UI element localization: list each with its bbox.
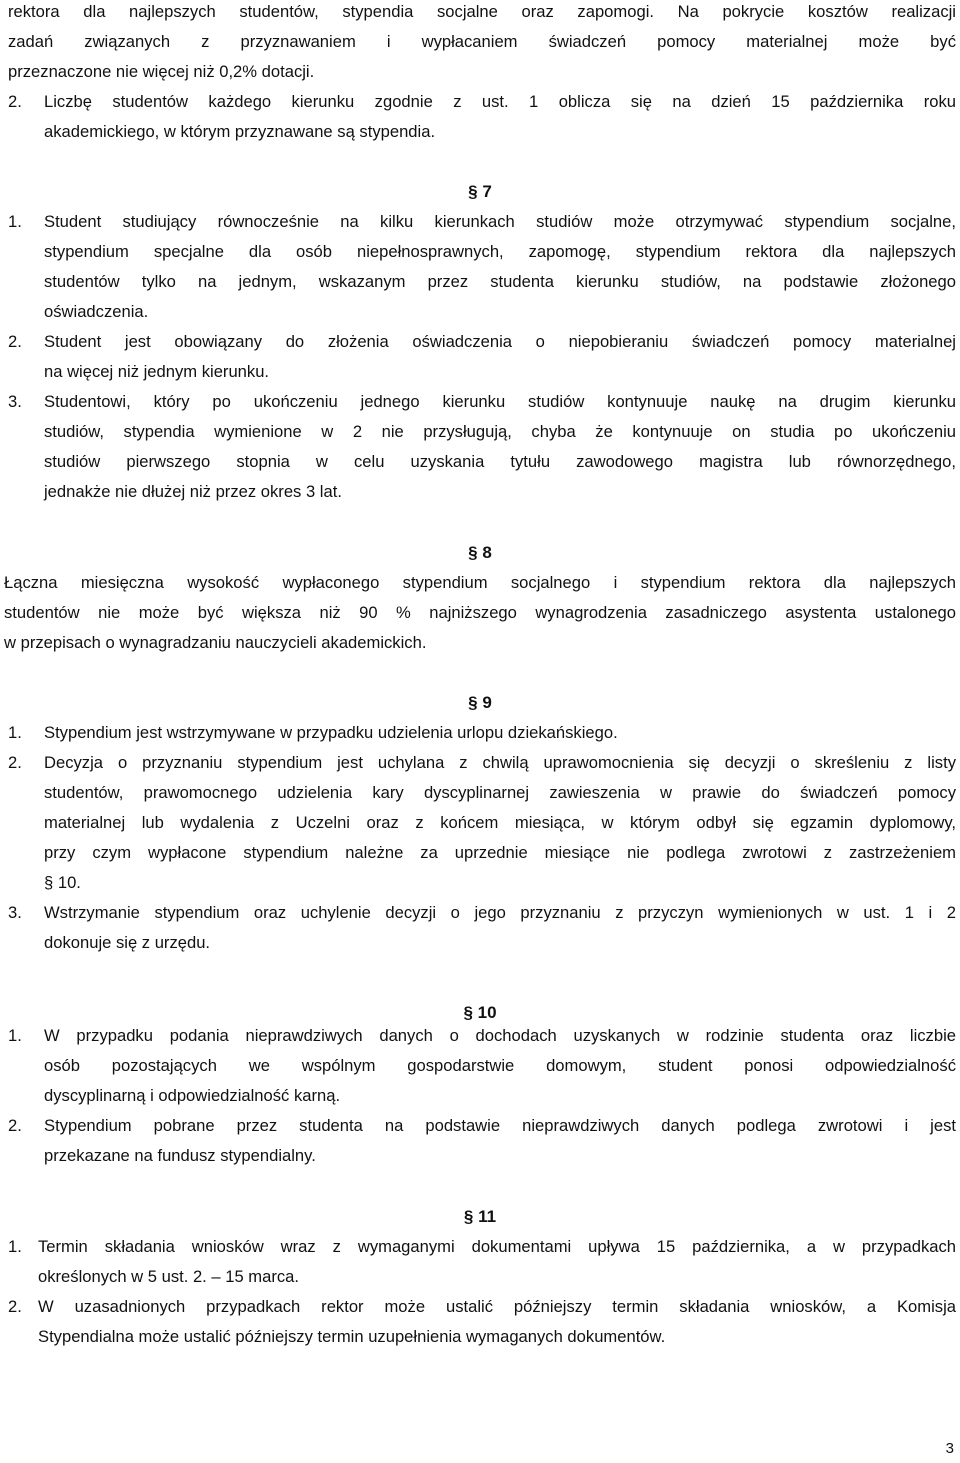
- text-line: studentów, prawomocnego udzielenia kary dyscyplinarnej zawieszenia w prawie do świadczeń pomocy: [44, 783, 956, 802]
- item-number: 1.: [8, 212, 22, 231]
- text-line: Studentowi, który po ukończeniu jednego kierunku studiów kontynuuje naukę na drugim kierunku: [44, 392, 956, 411]
- section-8-paragraph: [4, 568, 956, 658]
- text-line: materialnej lub wydalenia z Uczelni oraz z końcem miesiąca, w którym odbył się egzamin dyplomowy,: [44, 813, 956, 832]
- paragraph-continuation: [8, 0, 956, 87]
- text-line: Stypendialna może ustalić późniejszy termin uzupełnienia wymaganych dokumentów.: [38, 1327, 666, 1346]
- item-number: 1.: [8, 723, 22, 742]
- section-10-list: [8, 1021, 956, 1171]
- text-line: Stypendium jest wstrzymywane w przypadku udzielenia urlopu dziekańskiego.: [44, 723, 618, 742]
- text-line: w przepisach o wynagradzaniu nauczycieli akademickich.: [4, 633, 427, 652]
- page-number: 3: [945, 1440, 954, 1457]
- text-line: Stypendium pobrane przez studenta na podstawie nieprawdziwych danych podlega zwrotowi i jest: [44, 1116, 956, 1135]
- text-line: przekazane na fundusz stypendialny.: [44, 1146, 316, 1165]
- text-line: § 10.: [44, 873, 81, 892]
- text-line: rektora dla najlepszych studentów, stypendia socjalne oraz zapomogi. Na pokrycie kosztów realizacji: [8, 2, 956, 21]
- section-heading: § 10: [463, 1003, 497, 1022]
- section-heading: § 9: [468, 693, 492, 712]
- item-number: 2.: [8, 753, 22, 772]
- text-line: dyscyplinarną i odpowiedzialność karną.: [44, 1086, 341, 1105]
- item-number: 1.: [8, 1237, 22, 1256]
- text-line: zadań związanych z przyznawaniem i wypłacaniem świadczeń pomocy materialnej może być: [8, 32, 956, 51]
- text-line: określonych w 5 ust. 2. – 15 marca.: [38, 1267, 300, 1286]
- text-line: Liczbę studentów każdego kierunku zgodnie z ust. 1 oblicza się na dzień 15 października roku: [44, 92, 956, 111]
- section-9-list: [8, 718, 956, 958]
- section-heading: § 7: [468, 182, 492, 201]
- text-line: Termin składania wniosków wraz z wymaganymi dokumentami upływa 15 października, a w przypadkach: [38, 1237, 956, 1256]
- section-7-list: [8, 207, 956, 507]
- text-line: przy czym wypłacone stypendium należne za uprzednie miesiące nie podlega zwrotowi z zastrzeżeniem: [44, 843, 956, 862]
- text-line: przeznaczone nie więcej niż 0,2% dotacji.: [8, 62, 315, 81]
- text-line: studentów nie może być większa niż 90 % najniższego wynagrodzenia zasadniczego asystenta ustalonego: [4, 603, 956, 622]
- item-number: 2.: [8, 1116, 22, 1135]
- text-line: Decyzja o przyznaniu stypendium jest uchylana z chwilą uprawomocnienia się decyzji o skreśleniu z listy: [44, 753, 956, 772]
- text-line: dokonuje się z urzędu.: [44, 933, 211, 952]
- item-number: 2.: [8, 92, 22, 111]
- text-line: akademickiego, w którym przyznawane są stypendia.: [44, 122, 436, 141]
- text-line: osób pozostających we wspólnym gospodarstwie domowym, student ponosi odpowiedzialność: [44, 1056, 956, 1075]
- list-item: [8, 87, 956, 147]
- section-11-list: [8, 1232, 956, 1352]
- text-line: oświadczenia.: [44, 302, 149, 321]
- item-number: 1.: [8, 1026, 22, 1045]
- text-line: Wstrzymanie stypendium oraz uchylenie decyzji o jego przyznaniu z przyczyn wymienionych w ust. 1 i 2: [44, 903, 956, 922]
- text-line: Łączna miesięczna wysokość wypłaconego stypendium socjalnego i stypendium rektora dla najlepszych: [4, 573, 956, 592]
- section-heading: § 11: [463, 1207, 497, 1226]
- text-line: Student jest obowiązany do złożenia oświadczenia o niepobieraniu świadczeń pomocy materialnej: [44, 332, 956, 351]
- section-heading: § 8: [468, 543, 492, 562]
- text-line: W przypadku podania nieprawdziwych danych o dochodach uzyskanych w rodzinie studenta oraz liczbie: [44, 1026, 956, 1045]
- text-line: studiów, stypendia wymienione w 2 nie przysługują, chyba że kontynuuje on studia po ukończeniu: [44, 422, 956, 441]
- item-number: 2.: [8, 1297, 22, 1316]
- text-line: na więcej niż jednym kierunku.: [44, 362, 270, 381]
- text-line: studentów tylko na jednym, wskazanym przez studenta kierunku studiów, na podstawie złożonego: [44, 272, 956, 291]
- item-number: 2.: [8, 332, 22, 351]
- item-number: 3.: [8, 392, 22, 411]
- text-line: studiów pierwszego stopnia w celu uzyskania tytułu zawodowego magistra lub równorzędnego,: [44, 452, 956, 471]
- text-line: Student studiujący równocześnie na kilku kierunkach studiów może otrzymywać stypendium socjalne,: [44, 212, 956, 231]
- text-line: W uzasadnionych przypadkach rektor może ustalić późniejszy termin składania wniosków, a Komisja: [38, 1297, 956, 1316]
- text-line: jednakże nie dłużej niż przez okres 3 lat.: [44, 482, 342, 501]
- text-line: stypendium specjalne dla osób niepełnosprawnych, zapomogę, stypendium rektora dla najlepszych: [44, 242, 956, 261]
- item-number: 3.: [8, 903, 22, 922]
